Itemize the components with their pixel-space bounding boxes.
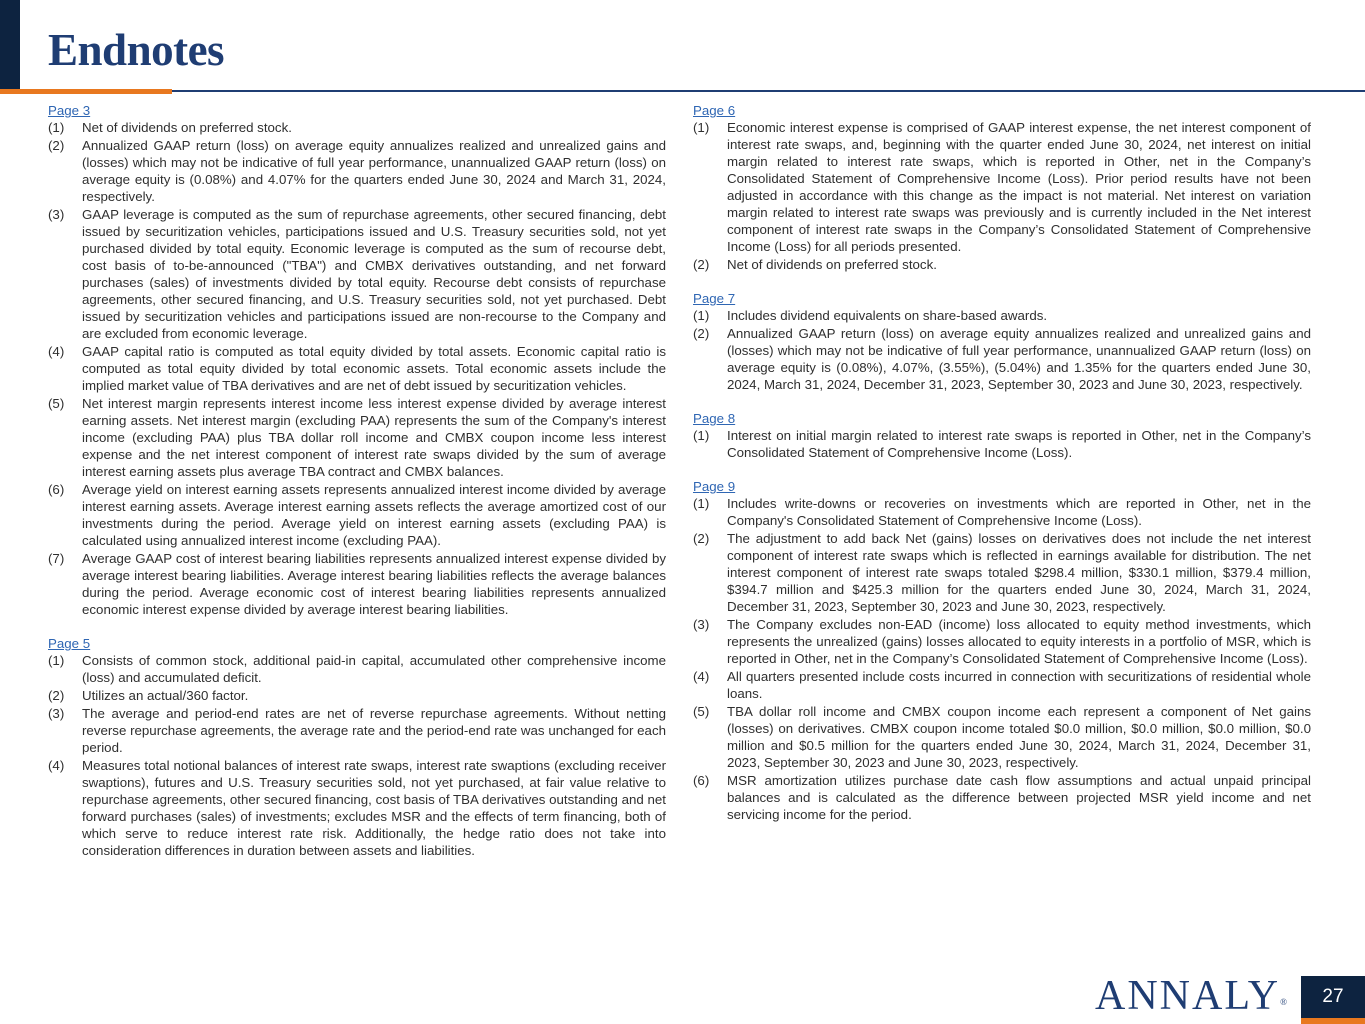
endnote-text: Annualized GAAP return (loss) on average equity annualizes realized and unrealized gains and (losses) which may not be indicative of full year performance, unannualized GAAP return (loss) on average equity is (0.08%) and 4.07% for the quarters ended June 30, 2024 and March 31, 2024, respectively. — [82, 138, 666, 204]
endnote-item — [693, 530, 1311, 615]
endnote-list — [48, 652, 666, 859]
endnote-item — [48, 705, 666, 756]
endnote-text: Utilizes an actual/360 factor. — [82, 688, 249, 703]
endnote-item — [693, 307, 1311, 324]
endnote-text: Annualized GAAP return (loss) on average equity annualizes realized and unrealized gains and (losses) which may not be indicative of full year performance, unannualized GAAP return (loss) on average equity is (0.08%), 4.07%, (3.55%), (5.04%) and 1.35% for the quarters ended June 30, 2024, March 31, 2024, December 31, 2023, September 30, 2023 and June 30, 2023, respectively. — [727, 326, 1311, 392]
endnote-number: (1) — [48, 120, 65, 135]
page-reference-link[interactable]: Page 5 — [48, 636, 91, 651]
endnote-section — [693, 290, 1311, 393]
endnote-text: The adjustment to add back Net (gains) losses on derivatives does not include the net interest component of interest rate swaps which is reflected in earnings available for distribution. The net interest component of interest rate swaps totaled $298.4 million, $330.1 million, $379.4 million, $394.7 million and $425.3 million for the quarters ended June 30, 2024, March 31, 2024, December 31, 2023, September 30, 2023 and June 30, 2023, respectively. — [727, 531, 1311, 614]
endnote-number: (1) — [693, 428, 710, 443]
left-column — [48, 102, 666, 876]
endnote-text: Economic interest expense is comprised of GAAP interest expense, the net interest component of interest rate swaps, and, beginning with the quarter ended June 30, 2024, net interest on initial margin related to interest rate swaps, which is reported in Other, net in the Company’s Consolidated Statement of Comprehensive Income (Loss). Prior period results have not been adjusted in accordance with this change as the impact is not material. Net interest on variation margin related to interest rate swaps was previously and is currently included in the Net interest component of interest rate swaps in the Company’s Consolidated Statement of Comprehensive Income (Loss) for all periods presented. — [727, 120, 1311, 254]
logo-text: ANNALY — [1095, 973, 1281, 1019]
endnote-item — [693, 325, 1311, 393]
endnote-number: (1) — [693, 308, 710, 323]
endnote-text: The Company excludes non-EAD (income) loss allocated to equity method investments, which represents the unrealized (gains) losses allocated to equity interests in a portfolio of MSR, which is reported in Other, net in the Company’s Consolidated Statement of Comprehensive Income (Loss). — [727, 617, 1311, 666]
endnote-text: Interest on initial margin related to interest rate swaps is reported in Other, net in the Company’s Consolidated Statement of Comprehensive Income (Loss). — [727, 428, 1311, 460]
annaly-logo — [1095, 972, 1287, 1020]
endnote-number: (1) — [693, 496, 710, 511]
page-reference-link[interactable]: Page 3 — [48, 103, 91, 118]
right-column — [693, 102, 1311, 840]
endnote-item — [48, 137, 666, 205]
endnote-text: TBA dollar roll income and CMBX coupon income each represent a component of Net gains (losses) on derivatives. CMBX coupon income totaled $0.0 million, $0.0 million, $0.0 million, $0.0 million and $0.5 million for the quarters ended June 30, 2024, March 31, 2024, December 31, 2023, September 30, 2023 and June 30, 2023, respectively. — [727, 704, 1311, 770]
endnote-item — [693, 703, 1311, 771]
endnote-number: (4) — [48, 758, 65, 773]
left-accent-bar — [0, 0, 20, 91]
endnote-text: All quarters presented include costs incurred in connection with securitizations of residential whole loans. — [727, 669, 1311, 701]
endnote-number: (6) — [48, 482, 65, 497]
endnote-item — [48, 119, 666, 136]
page-number-accent — [1301, 1018, 1365, 1024]
registered-mark: ® — [1280, 997, 1287, 1007]
endnote-text: Measures total notional balances of interest rate swaps, interest rate swaptions (excluding receiver swaptions), futures and U.S. Treasury securities sold, not yet purchased, at fair value relative to repurchase agreements, other secured financing, cost basis of TBA derivatives outstanding and net forward purchases (sales) of investments; excludes MSR and the effects of term financing, both of which serve to reduce interest rate risk. Additionally, the hedge ratio does not take into consideration differences in duration between assets and liabilities. — [82, 758, 666, 858]
endnote-list — [693, 495, 1311, 823]
endnote-number: (3) — [48, 207, 65, 222]
endnote-item — [48, 687, 666, 704]
endnote-section — [48, 635, 666, 859]
endnote-item — [693, 119, 1311, 255]
endnote-text: Net of dividends on preferred stock. — [727, 257, 937, 272]
endnote-number: (2) — [693, 531, 710, 546]
endnote-list — [693, 307, 1311, 393]
endnote-number: (3) — [48, 706, 65, 721]
page-reference-link[interactable]: Page 8 — [693, 411, 736, 426]
endnote-item — [48, 395, 666, 480]
endnote-item — [48, 343, 666, 394]
endnote-text: Includes dividend equivalents on share-based awards. — [727, 308, 1048, 323]
page-reference-link[interactable]: Page 7 — [693, 291, 736, 306]
endnote-text: GAAP capital ratio is computed as total equity divided by total assets. Economic capital ratio is computed as total equity divided by total economic assets. Total economic assets include the implied market value of TBA derivatives and are net of debt issued by securitization vehicles. — [82, 344, 666, 393]
endnote-item — [48, 757, 666, 859]
endnote-text: The average and period-end rates are net of reverse repurchase agreements. Without netting reverse repurchase agreements, the average rate and the period-end rate was unchanged for each period. — [82, 706, 666, 755]
endnote-number: (1) — [48, 653, 65, 668]
endnote-item — [693, 495, 1311, 529]
endnote-item — [48, 652, 666, 686]
endnote-item — [693, 772, 1311, 823]
endnote-section — [48, 102, 666, 618]
endnote-item — [48, 206, 666, 342]
endnote-item — [693, 427, 1311, 461]
endnote-item — [48, 550, 666, 618]
endnote-number: (2) — [48, 688, 65, 703]
endnote-number: (6) — [693, 773, 710, 788]
endnote-item — [693, 616, 1311, 667]
page-number: 27 — [1301, 976, 1365, 1018]
endnote-number: (3) — [693, 617, 710, 632]
endnote-item — [693, 256, 1311, 273]
endnote-list — [693, 427, 1311, 461]
endnote-text: Net of dividends on preferred stock. — [82, 120, 292, 135]
endnote-number: (7) — [48, 551, 65, 566]
endnote-number: (2) — [48, 138, 65, 153]
endnote-text: Includes write-downs or recoveries on investments which are reported in Other, net in the Company's Consolidated Statement of Comprehensive Income (Loss). — [727, 496, 1311, 528]
endnote-text: Average yield on interest earning assets represents annualized interest income divided by average interest earning assets. Average interest earning assets reflects the average amortized cost of our investments during the period. Average yield on interest earning assets (excluding PAA) is calculated using annualized interest income (excluding PAA). — [82, 482, 666, 548]
endnote-text: MSR amortization utilizes purchase date cash flow assumptions and actual unpaid principal balances and is calculated as the difference between projected MSR yield income and net servicing income for the period. — [727, 773, 1311, 822]
endnote-text: Average GAAP cost of interest bearing liabilities represents annualized interest expense divided by average interest bearing liabilities. Average interest bearing liabilities reflects the average balances during the period. Average economic cost of interest bearing liabilities represents annualized economic interest expense divided by average interest bearing liabilities. — [82, 551, 666, 617]
endnote-section — [693, 102, 1311, 273]
endnote-number: (2) — [693, 257, 710, 272]
endnote-text: Consists of common stock, additional paid-in capital, accumulated other comprehensive income (loss) and accumulated deficit. — [82, 653, 666, 685]
endnote-section — [693, 410, 1311, 461]
endnote-number: (4) — [693, 669, 710, 684]
page-title: Endnotes — [48, 25, 225, 75]
endnote-section — [693, 478, 1311, 823]
endnote-text: Net interest margin represents interest income less interest expense divided by average interest earning assets. Net interest margin (excluding PAA) represents the sum of the Company's interest income (excluding PAA) plus TBA dollar roll income and CMBX coupon income less interest expense and the net interest component of interest rate swaps divided by the sum of average interest earning assets plus average TBA contract and CMBX balances. — [82, 396, 666, 479]
endnote-number: (5) — [693, 704, 710, 719]
endnote-list — [48, 119, 666, 618]
title-rule-accent — [0, 89, 172, 94]
endnote-item — [693, 668, 1311, 702]
title-rule — [0, 90, 1365, 92]
page-reference-link[interactable]: Page 6 — [693, 103, 736, 118]
endnote-number: (5) — [48, 396, 65, 411]
endnote-number: (2) — [693, 326, 710, 341]
endnote-list — [693, 119, 1311, 273]
endnote-number: (1) — [693, 120, 710, 135]
page-reference-link[interactable]: Page 9 — [693, 479, 736, 494]
endnote-number: (4) — [48, 344, 65, 359]
endnote-item — [48, 481, 666, 549]
endnote-text: GAAP leverage is computed as the sum of repurchase agreements, other secured financing, debt issued by securitization vehicles, participations issued and U.S. Treasury securities sold, not yet purchased divided by total equity. Economic leverage is computed as the sum of recourse debt, cost basis of to-be-announced ("TBA") and CMBX derivatives outstanding, and net forward purchases (sales) of investments divided by total equity. Recourse debt consists of repurchase agreements, other secured financing, and U.S. Treasury securities sold, not yet purchased. Debt issued by securitization vehicles and participations issued are non-recourse to the Company and are excluded from economic leverage. — [82, 207, 666, 341]
